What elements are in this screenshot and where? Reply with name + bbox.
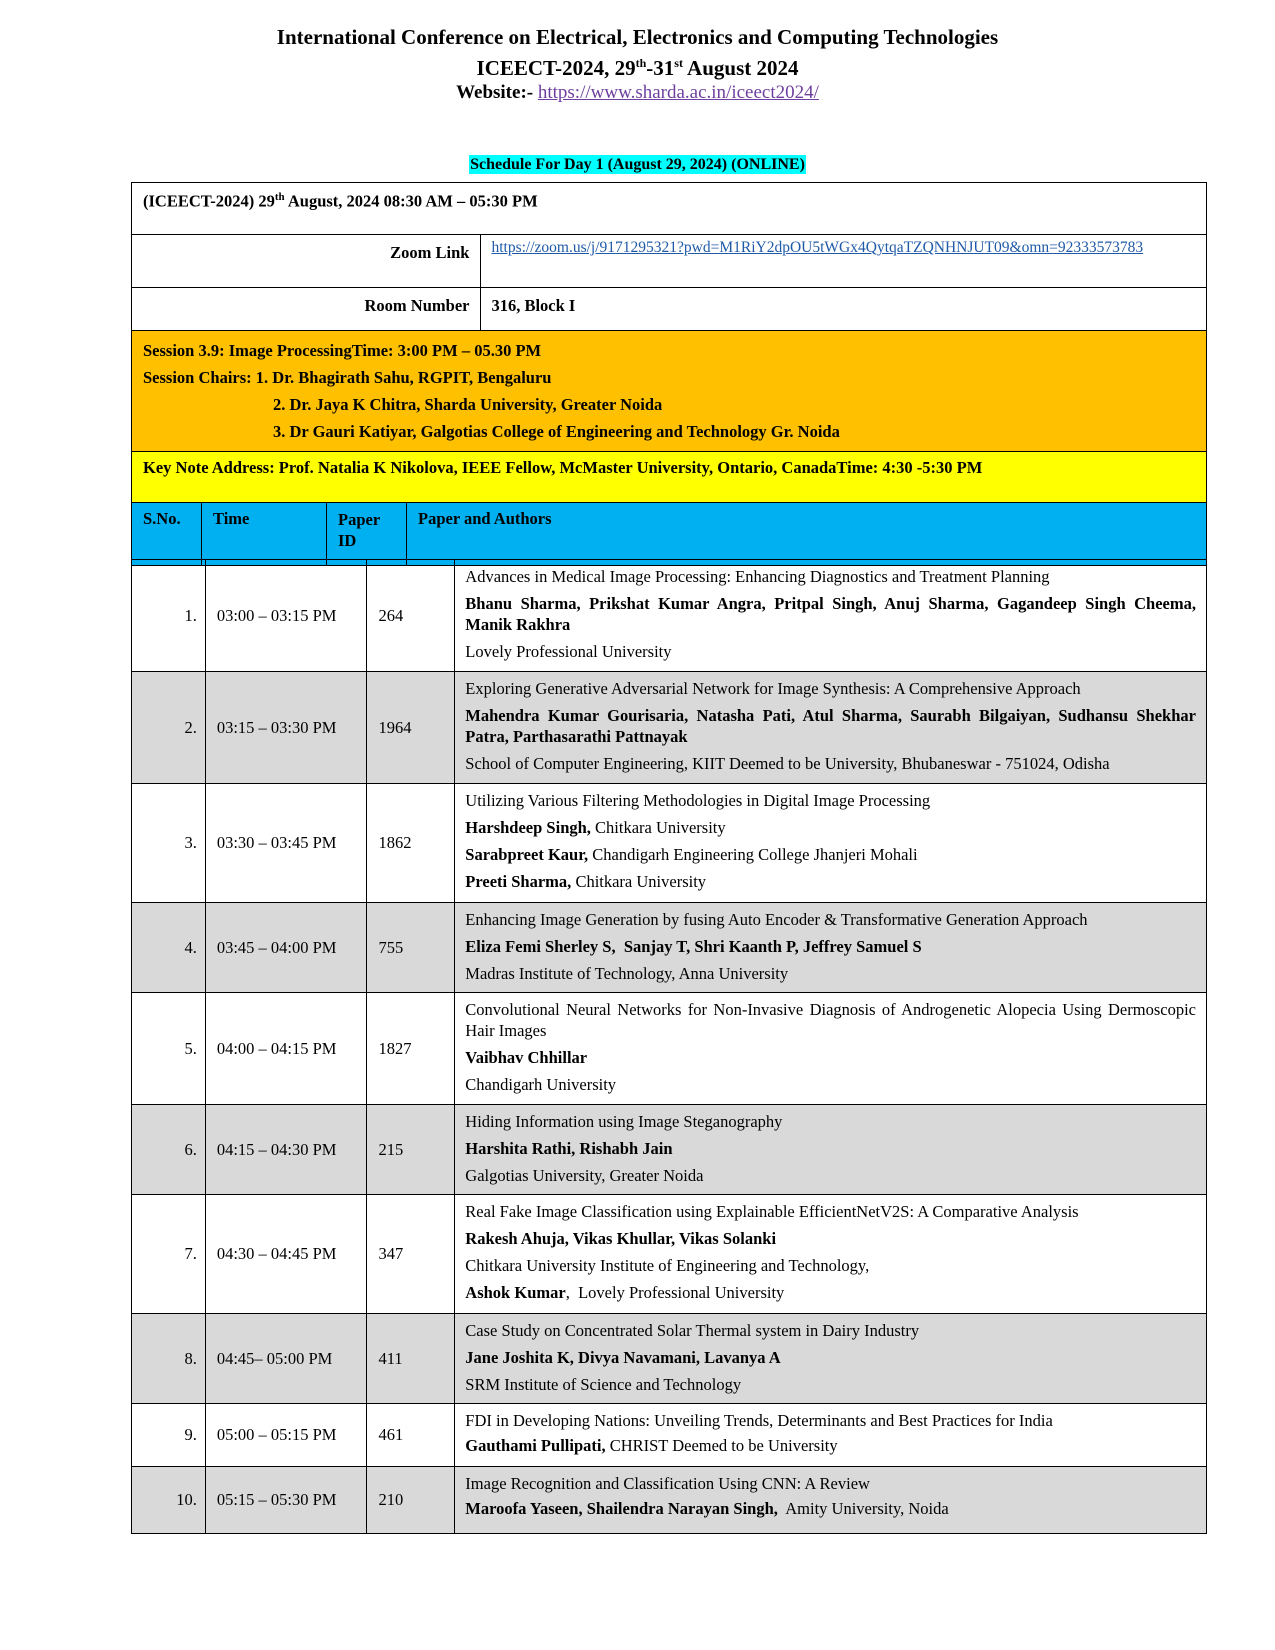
chair-3: 3. Dr Gauri Katiyar, Galgotias College of Engineering and Technology Gr. Noida [273,422,840,441]
author-name: Preeti Sharma, [465,872,572,891]
schedule-title-text: Schedule For Day 1 (August 29, 2024) (ONLINE) [470,156,805,173]
author-name: Gauthami Pullipati, [465,1436,606,1455]
paper-content [455,1467,1207,1534]
paper-sno: 4. [132,903,206,993]
col-paper-authors: Paper and Authors [418,509,552,528]
paper-id: 1862 [367,784,455,903]
zoom-cell [481,235,1207,288]
website-line [0,81,1275,105]
paper-time: 05:15 – 05:30 PM [205,1467,367,1534]
author-name: Maroofa Yaseen, Shailendra Narayan Singh, [465,1499,778,1518]
paper-authors: Vaibhav Chhillar [465,1048,588,1067]
table-row [132,672,1207,784]
paper-content [455,993,1207,1105]
paper-title: Real Fake Image Classification using Explainable EfficientNetV2S: A Comparative Analysis [465,1202,1079,1221]
website-label: Website:- [456,82,538,103]
paper-sno: 5. [132,993,206,1105]
paper-time: 04:15 – 04:30 PM [205,1105,367,1195]
paper-authors: Bhanu Sharma, Prikshat Kumar Angra, Pritpal Singh, Anuj Sharma, Gagandeep Singh Cheema, Manik Rakhra [465,594,1196,634]
event-text: (ICEECT-2024) 29 [143,191,275,211]
paper-affiliation: School of Computer Engineering, KIIT Deemed to be University, Bhubaneswar - 751024, Odisha [465,754,1110,773]
paper-time: 05:00 – 05:15 PM [205,1404,367,1467]
schedule-title [0,156,1275,174]
event-row [132,183,1207,235]
paper-sno: 8. [132,1314,206,1404]
paper-sno: 9. [132,1404,206,1467]
paper-title: Advances in Medical Image Processing: Enhancing Diagnostics and Treatment Planning [465,567,1050,586]
paper-sno: 2. [132,672,206,784]
paper-title: Convolutional Neural Networks for Non-Invasive Diagnosis of Androgenetic Alopecia Using Dermoscopic Hair Images [465,1000,1196,1040]
paper-author-line [465,1435,1196,1456]
paper-affiliation: Chitkara University Institute of Engineering and Technology, [465,1256,870,1275]
zoom-link[interactable]: https://zoom.us/j/9171295321?pwd=M1RiY2dpOU5tWGx4QytqaTZQNHNJUT09&omn=92333573783 [491,239,1144,256]
chairs-label: Session Chairs: [143,368,256,387]
paper-sno: 7. [132,1195,206,1314]
paper-time: 03:15 – 03:30 PM [205,672,367,784]
paper-authors: Jane Joshita K, Divya Navamani, Lavanya A [465,1348,781,1367]
paper-author-line [465,844,1196,865]
author-affiliation: Chitkara University [571,872,707,891]
zoom-label: Zoom Link [132,235,481,288]
conference-title: International Conference on Electrical, Electronics and Computing Technologies [276,25,999,49]
col-paper-id-line1: Paper [338,510,381,529]
col-time: Time [202,503,327,565]
author-name: Ashok Kumar [465,1283,566,1302]
paper-id: 215 [367,1105,455,1195]
subtitle-part: ICEECT-2024, 29 [476,56,636,80]
paper-author-line [465,817,1196,838]
column-header-row [132,503,1207,566]
author-affiliation: Chandigarh Engineering College Jhanjeri Mohali [588,845,918,864]
subtitle-sup: th [635,56,647,70]
paper-title: Exploring Generative Adversarial Network for Image Synthesis: A Comprehensive Approach [465,679,1081,698]
paper-id: 461 [367,1404,455,1467]
paper-id: 755 [367,903,455,993]
room-label: Room Number [132,288,481,331]
event-datetime [132,183,1207,235]
papers-table [131,559,1207,1534]
table-row [132,1195,1207,1314]
paper-title: Image Recognition and Classification Using CNN: A Review [465,1474,870,1493]
paper-affiliation: Chandigarh University [465,1075,617,1094]
paper-id: 1827 [367,993,455,1105]
chair-2: 2. Dr. Jaya K Chitra, Sharda University, Greater Noida [273,395,663,414]
paper-authors: Rakesh Ahuja, Vikas Khullar, Vikas Solanki [465,1229,777,1248]
column-header-cell [132,503,1207,566]
paper-title: Utilizing Various Filtering Methodologies in Digital Image Processing [465,791,931,810]
paper-id: 347 [367,1195,455,1314]
paper-content [455,903,1207,993]
paper-title: FDI in Developing Nations: Unveiling Trends, Determinants and Best Practices for India [465,1411,1053,1430]
subtitle-sup: st [674,56,683,70]
author-affiliation: CHRIST Deemed to be University [605,1436,838,1455]
paper-content [455,672,1207,784]
paper-affiliation: SRM Institute of Science and Technology [465,1375,742,1394]
paper-content [455,1314,1207,1404]
paper-id: 264 [367,560,455,672]
paper-time: 03:45 – 04:00 PM [205,903,367,993]
paper-title: Case Study on Concentrated Solar Thermal system in Dairy Industry [465,1321,920,1340]
session-info-table [131,182,1207,566]
paper-content [455,560,1207,672]
table-row [132,993,1207,1105]
col-sno: S.No. [132,503,202,565]
paper-time: 03:30 – 03:45 PM [205,784,367,903]
table-row [132,1467,1207,1534]
document-header [0,24,1275,105]
table-row [132,560,1207,672]
paper-authors: Mahendra Kumar Gourisaria, Natasha Pati, Atul Sharma, Saurabh Bilgaiyan, Sudhansu Shekhar Patra, Parthasarathi Pattnayak [465,706,1196,746]
paper-title: Hiding Information using Image Steganography [465,1112,783,1131]
paper-author-line [465,1498,1196,1519]
keynote-address: Key Note Address: Prof. Natalia K Nikolova, IEEE Fellow, McMaster University, Ontario, CanadaTime: 4:30 -5:30 PM [132,452,1207,503]
session-row [132,331,1207,452]
paper-affiliation: Galgotias University, Greater Noida [465,1166,704,1185]
website-link[interactable]: https://www.sharda.ac.in/iceect2024/ [537,82,819,103]
table-row [132,784,1207,903]
author-affiliation: Chitkara University [590,818,726,837]
room-value: 316, Block I [481,288,1207,331]
table-row [132,1105,1207,1195]
event-sup: th [274,191,285,203]
table-row [132,1314,1207,1404]
session-chairs [143,364,1195,391]
author-name: Harshdeep Singh, [465,818,591,837]
paper-content [455,784,1207,903]
paper-time: 03:00 – 03:15 PM [205,560,367,672]
paper-content [455,1195,1207,1314]
room-row [132,288,1207,331]
paper-authors: Eliza Femi Sherley S, Sanjay T, Shri Kaanth P, Jeffrey Samuel S [465,937,922,956]
paper-time: 04:45– 05:00 PM [205,1314,367,1404]
conference-subtitle [0,50,1275,81]
author-affiliation: , Lovely Professional University [565,1283,785,1302]
paper-affiliation: Lovely Professional University [465,642,672,661]
paper-sno: 1. [132,560,206,672]
chair-1: 1. Dr. Bhagirath Sahu, RGPIT, Bengaluru [255,368,552,387]
paper-id: 210 [367,1467,455,1534]
paper-affiliation: Madras Institute of Technology, Anna University [465,964,789,983]
paper-time: 04:00 – 04:15 PM [205,993,367,1105]
subtitle-part: -31 [646,56,675,80]
col-paper-id [327,503,407,565]
author-name: Sarabpreet Kaur, [465,845,589,864]
paper-author-line [465,871,1196,892]
paper-author-line [465,1282,1196,1303]
table-row [132,1404,1207,1467]
paper-title: Enhancing Image Generation by fusing Auto Encoder & Transformative Generation Approach [465,910,1088,929]
keynote-row [132,452,1207,503]
paper-id: 411 [367,1314,455,1404]
paper-time: 04:30 – 04:45 PM [205,1195,367,1314]
zoom-row [132,235,1207,288]
paper-authors: Harshita Rathi, Rishabh Jain [465,1139,673,1158]
paper-sno: 3. [132,784,206,903]
paper-id: 1964 [367,672,455,784]
col-paper-id-line2: ID [338,531,357,550]
event-text: August, 2024 08:30 AM – 05:30 PM [284,191,538,211]
paper-sno: 10. [132,1467,206,1534]
author-affiliation: Amity University, Noida [777,1499,949,1518]
paper-sno: 6. [132,1105,206,1195]
session-details [132,331,1207,452]
paper-content [455,1404,1207,1467]
paper-content [455,1105,1207,1195]
table-row [132,903,1207,993]
session-title: Session 3.9: Image ProcessingTime: 3:00 PM – 05.30 PM [143,341,542,360]
subtitle-part: August 2024 [682,56,799,80]
